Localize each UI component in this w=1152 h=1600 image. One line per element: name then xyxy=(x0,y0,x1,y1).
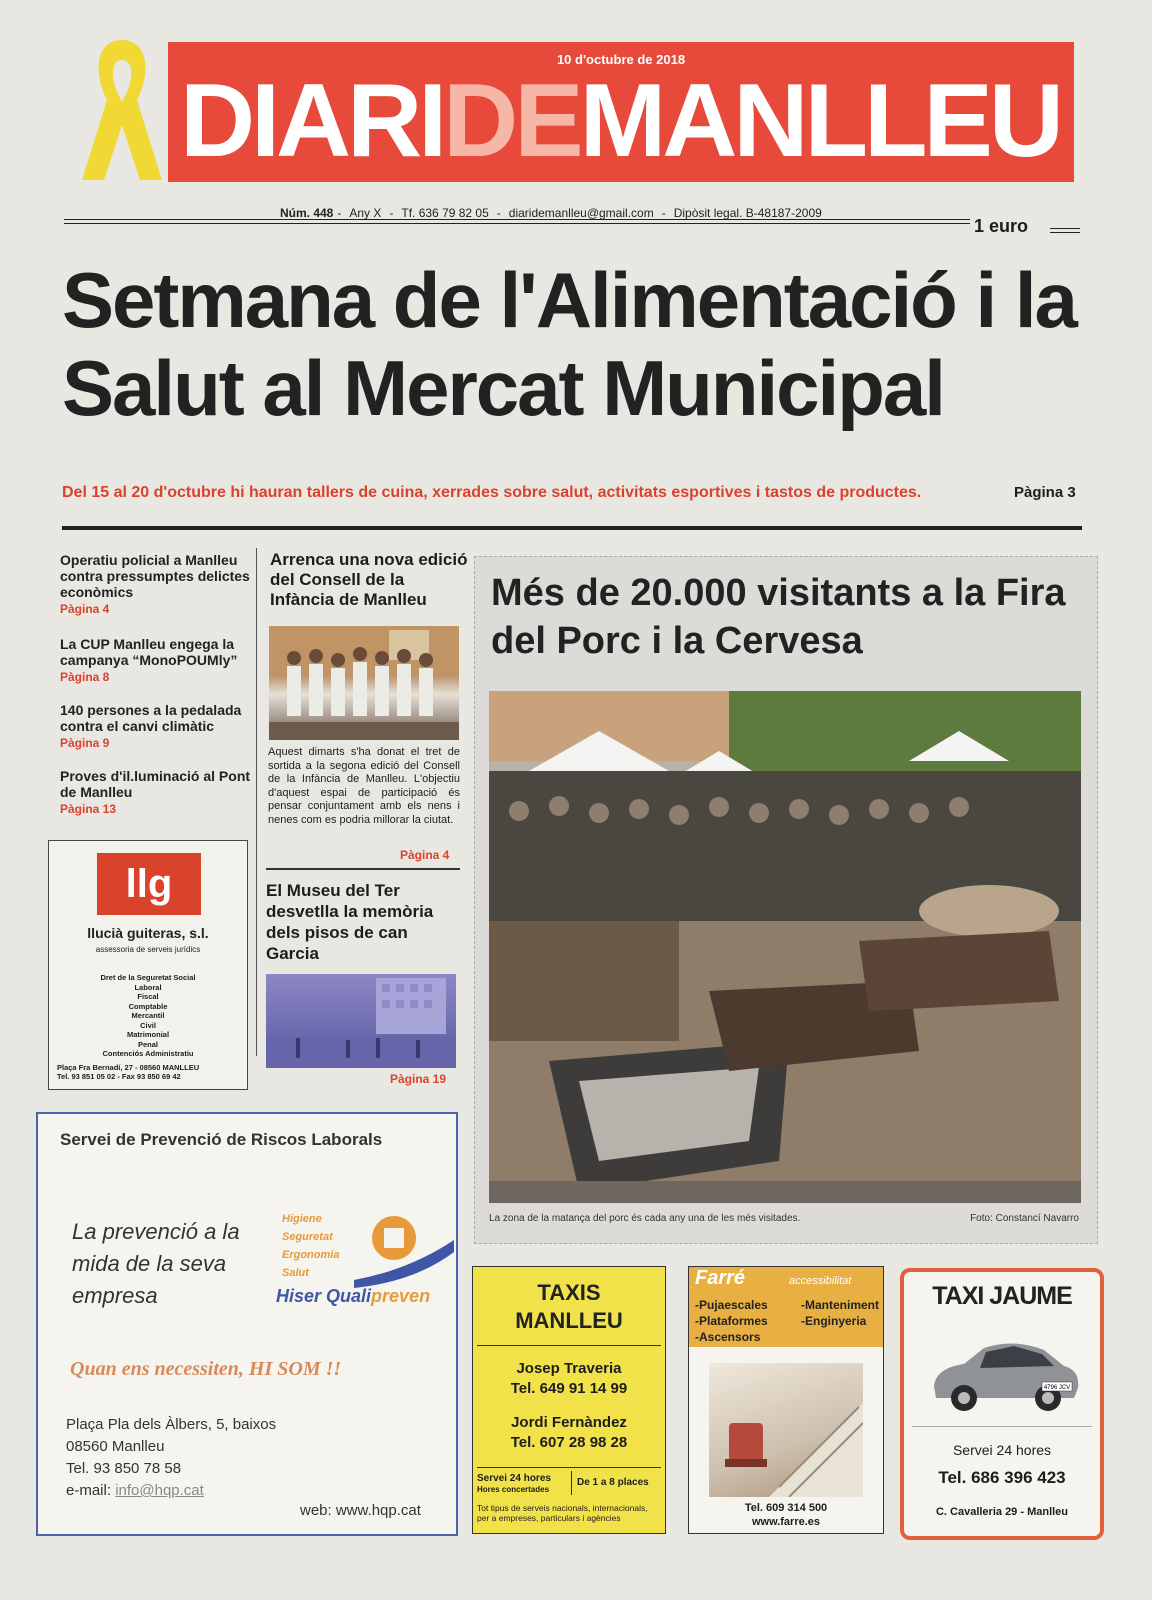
lead-page-ref: Pàgina 3 xyxy=(1014,484,1076,501)
brief-item: La CUP Manlleu engega la campanya “MonoPOUMly” Pàgina 8 xyxy=(60,636,238,684)
ad-claim: Quan ens necessiten, HI SOM !! xyxy=(70,1358,342,1380)
ad-slogan: La prevenció a la mida de la seva empresa xyxy=(72,1219,240,1308)
issue-number: Núm. 448 xyxy=(280,206,334,220)
lead-headline: Setmana de l'Alimentació i la Salut al Mercat Municipal xyxy=(62,256,1076,432)
ad-areas-list: Higiene Seguretat Ergonomia Salut xyxy=(282,1213,340,1279)
brief-item: Operatiu policial a Manlleu contra pressumptes delictes econòmics Pàgina 4 xyxy=(60,552,250,616)
contact-phone: Tf. 636 79 82 05 xyxy=(401,206,489,220)
price: 1 euro xyxy=(974,216,1029,236)
issue-info-line: Núm. 448 - Any X - Tf. 636 79 82 05 - diaridemanlleu@gmail.com - Dipòsit legal. B-48187-2009 xyxy=(280,206,822,220)
price-rule xyxy=(1050,228,1080,233)
feature-story xyxy=(474,556,1098,1244)
brief-item: 140 persones a la pedalada contra el canvi climàtic Pàgina 9 xyxy=(60,702,242,750)
hqp-logo-icon xyxy=(354,1210,454,1290)
farre-ad xyxy=(688,1266,884,1534)
stairlift-image xyxy=(709,1363,863,1497)
infancia-page-ref: Pàgina 4 xyxy=(400,848,450,862)
contact-email: diaridemanlleu@gmail.com xyxy=(508,206,654,220)
service-description: Tot tipus de serveis nacionals, internacionals, per a empreses, particulars i agències xyxy=(477,1503,648,1523)
column-divider xyxy=(256,548,257,1056)
infancia-body: Aquest dimarts s'ha donat el tret de sortida a la segona edició del Consell de la Infància de Manlleu. L'objectiu d'aquest espai de participació és pensar conjuntament amb els nens i nenes com es podria millorar la ciutat. xyxy=(268,746,460,826)
ad-address: Plaça Fra Bernadí, 27 - 08560 MANLLEU Tel. 93 851 05 02 - Fax 93 850 69 42 xyxy=(57,1063,200,1081)
issue-year: Any X xyxy=(349,206,382,220)
ad-address: C. Cavalleria 29 - Manlleu xyxy=(935,1506,1069,1518)
ad-services-list: -Manteniment -Enginyeria xyxy=(801,1298,879,1328)
taxi-jaume-ad xyxy=(900,1268,1104,1540)
taxis-manlleu-ad xyxy=(472,1266,666,1534)
ad-services-list: -Pujaescales -Plataformes -Ascensors xyxy=(695,1298,768,1344)
ad-tag: accessibilitat xyxy=(789,1275,852,1287)
museu-page-ref: Pàgina 19 xyxy=(390,1072,447,1086)
ad-address: Plaça Pla dels Àlbers, 5, baixos 08560 Manlleu Tel. 93 850 78 58 e-mail: info@hqp.cat xyxy=(66,1416,277,1499)
fair-crowd-image xyxy=(489,691,1081,1203)
yellow-ribbon-icon xyxy=(72,30,172,190)
museu-headline: El Museu del Ter desvetlla la memòria dels pisos de can Garcia xyxy=(266,881,434,963)
section-rule xyxy=(62,526,1082,530)
lead-subhead: Del 15 al 20 d'octubre hi hauran tallers de cuina, xerrades sobre salut, activitats esportives i tastos de productes. xyxy=(62,484,922,501)
ad-divider xyxy=(477,1467,661,1468)
children-group-image xyxy=(269,626,459,740)
infancia-headline: Arrenca una nova edició del Consell de la Infància de Manlleu xyxy=(270,550,468,609)
masthead-rule xyxy=(64,219,970,224)
service-hours: Servei 24 hores xyxy=(952,1442,1052,1458)
seats-info: De 1 a 8 places xyxy=(577,1477,649,1488)
car-icon xyxy=(924,1328,1084,1418)
ad-brand: Hiser Qualipreven xyxy=(276,1286,431,1306)
license-plate: 4796 JCV xyxy=(1043,1385,1071,1391)
masthead xyxy=(168,42,1074,182)
feature-headline: Més de 20.000 visitants a la Fira del Porc i la Cervesa xyxy=(491,572,1066,662)
photo-credit: Foto: Constancí Navarro xyxy=(970,1213,1079,1224)
story-divider xyxy=(266,868,460,870)
ad-company-name: llucià guiteras, s.l. xyxy=(87,925,209,941)
newspaper-name: DIARIDEMANLLEU xyxy=(180,63,1060,179)
issue-date: 10 d'octubre de 2018 xyxy=(556,52,686,67)
ad-email: info@hqp.cat xyxy=(115,1482,204,1499)
ad-website: web: www.hqp.cat xyxy=(300,1502,421,1519)
service-hours: Servei 24 hores Hores concertades xyxy=(477,1473,551,1494)
legal-advisory-ad xyxy=(48,840,248,1090)
brief-item: Proves d'il.luminació al Pont de Manlleu Pàgina 13 xyxy=(60,768,251,816)
prevention-ad xyxy=(36,1112,458,1536)
museu-photo xyxy=(266,974,456,1068)
ad-phone: Tel. 686 396 423 xyxy=(938,1468,1066,1487)
infancia-photo xyxy=(269,626,459,740)
ad-tagline: assessoria de serveis jurídics xyxy=(95,945,201,954)
feature-photo xyxy=(489,691,1081,1203)
ad-contact: Tel. 609 314 500 www.farre.es xyxy=(744,1502,828,1528)
llg-logo: llg xyxy=(97,853,201,915)
ad-title: TAXI JAUME xyxy=(932,1282,1072,1310)
ad-brand: Farré xyxy=(695,1267,746,1289)
ad-divider xyxy=(912,1426,1092,1427)
legal-deposit: Dipòsit legal. B-48187-2009 xyxy=(673,206,822,220)
ad-services-list: Dret de la Seguretat Social Laboral Fiscal Comptable Mercantil Civil Matrimonial Penal Contenciós Administratiu xyxy=(100,973,196,1058)
contact-2: Jordi Fernàndez Tel. 607 28 98 28 xyxy=(510,1414,628,1451)
contact-1: Josep Traveria Tel. 649 91 14 99 xyxy=(510,1360,628,1397)
ad-divider xyxy=(571,1471,572,1495)
ad-title: Servei de Prevenció de Riscos Laborals xyxy=(60,1130,383,1149)
feature-caption: La zona de la matança del porc és cada any una de les més visitades. xyxy=(489,1213,801,1224)
building-image xyxy=(266,974,456,1068)
ad-title: TAXIS MANLLEU xyxy=(515,1280,623,1333)
ad-divider xyxy=(477,1345,661,1346)
